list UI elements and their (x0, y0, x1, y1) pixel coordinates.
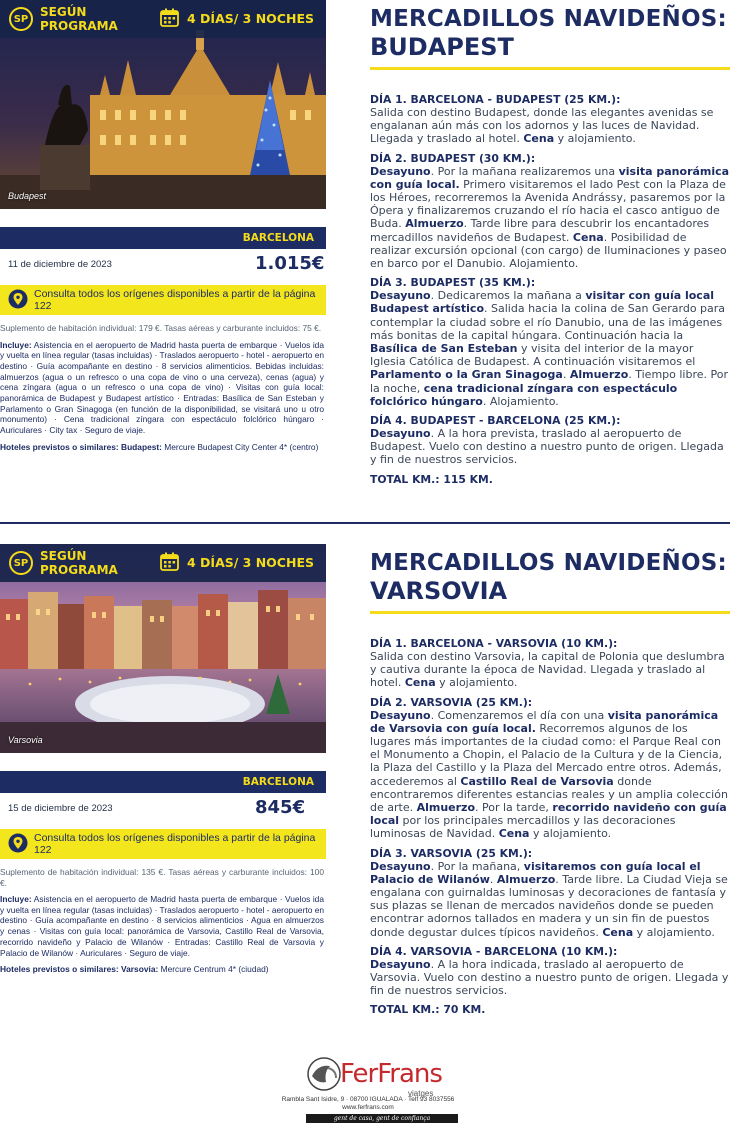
tour-title-line2: VARSOVIA (370, 577, 508, 605)
sp-badge: SP (9, 551, 33, 575)
itinerary-day (370, 152, 730, 271)
highlight-text: Almuerzo (416, 801, 476, 815)
highlight-text: Parlamento o la Gran Sinagoga (370, 368, 563, 382)
price: 1.015€ (255, 253, 325, 274)
day-description (370, 427, 730, 467)
highlight-text: cena tradicional zíngara con espectáculo folclórico húngaro (370, 381, 678, 408)
consult-origins-box (0, 285, 326, 315)
date-price-row (0, 793, 328, 823)
highlight-text: Desayuno (370, 957, 431, 971)
itinerary-day (370, 637, 730, 690)
body-text: . Dedicaremos la mañana a (430, 289, 586, 303)
consult-text: Consulta todos los orígenes disponibles a partir de la página 122 (34, 832, 316, 856)
body-text: . A la hora prevista, traslado al aeropuerto de Budapest. Vuelo con destino a nuestro punto de origen. Llegada y fin de nuestros servicios. (370, 427, 724, 467)
day-description (370, 709, 730, 841)
body-text: y alojamiento. (435, 676, 518, 690)
hotels-label: Hoteles previstos o similares: Varsovia: (0, 964, 159, 975)
day-description (370, 106, 730, 146)
itinerary (370, 637, 730, 997)
highlight-text: Cena (602, 925, 634, 939)
body-text: y alojamiento. (529, 827, 612, 841)
body-text: Recorremos algunos de los lugares más importantes de la ciudad como: el Parque Real con el Monumento a Chopin, el Palacio de la Cultura y de la Ciencia, la Plaza del Castillo y la Plaza del Mercado entre otros. Además, accederemos al (370, 721, 723, 788)
duration: 4 DÍAS/ 3 NOCHES (187, 555, 314, 570)
website-link[interactable]: www.ferfrans.com (342, 1104, 394, 1111)
tour-title-line1: MERCADILLOS NAVIDEÑOS: (370, 6, 727, 32)
day-description (370, 958, 730, 998)
body-text: . Comenzaremos el día con una (430, 708, 608, 722)
hotels-text (0, 442, 328, 453)
body-text: y alojamiento. (554, 132, 636, 146)
tour-photo (0, 544, 326, 753)
departure-origin: BARCELONA (0, 771, 326, 793)
ferfrans-logo: FerFrans (340, 1059, 442, 1089)
total-km: TOTAL KM.: 115 KM. (370, 472, 493, 486)
day-heading: DÍA 2. BUDAPEST (30 KM.): (370, 151, 536, 165)
section-divider (0, 522, 730, 524)
includes-label: Incluye: (0, 339, 32, 350)
body-text: donde encontraremos diferentes estancias reales y un amplia colección de arte. (370, 774, 728, 815)
highlight-text: recorrido navideño con guía local (370, 801, 727, 828)
departure-origin: BARCELONA (0, 227, 326, 249)
total-km: TOTAL KM.: 70 KM. (370, 1003, 486, 1017)
price: 845€ (255, 797, 306, 818)
calendar-icon (160, 8, 179, 27)
day-description (370, 289, 730, 408)
supplement-text: Suplemento de habitación individual: 135 €. Tasas aéreas y carburante incluidos: 100 €. (0, 867, 324, 888)
day-description (370, 650, 730, 690)
location-pin-icon (8, 833, 28, 855)
body-text: Salida con destino Budapest, donde las elegantes avenidas se engalanan aún más con los adornos y las luces de Navidad. Llegada y traslado al hotel. (370, 106, 714, 146)
highlight-text: Cena (498, 827, 530, 841)
logo-subtitle: viatges (408, 1089, 434, 1098)
highlight-text: Cena (404, 676, 436, 690)
highlight-text: Desayuno (370, 164, 431, 178)
ferfrans-logo-icon (306, 1056, 342, 1092)
location-pin-icon (8, 289, 28, 311)
body-text: . Posibilidad de realizar excursión opcional (con cargo) de Iluminaciones y paseo en barco por el Danubio. Alojamiento. (370, 230, 727, 271)
body-text: y visita del interior de la mayor Iglesia Católica de Budapest. A continuación visitaremos el (370, 342, 696, 369)
day-description (370, 165, 730, 271)
includes-list: Asistencia en el aeropuerto de Madrid hasta puerta de embarque · Vuelos ida y vuelta en línea regular (tasas incluidas) · Traslados aeropuerto - hotel - aeropuerto en destino · Guía acompañante en destino · 8 servicios alimenticios. Bebidas incluidas: almuerzos (agua o un refresco o una copa de vino o una cerveza), cenas (agua) y cena zíngara (agua o un refresco o una copa de vino) · Visitas con guía local: panorámica de Budapest y Budapest artístico · Entradas: Basílica de San Esteban y Parlamento o Gran Sinagoga (en función de la disponibilidad, se visitará uno u otro monumento) · Cena tradicional zíngara con espectáculo folclórico húngaro · Auriculares · City tax · Seguro de viaje. (0, 339, 325, 436)
program-type-line2: PROGRAMA (40, 19, 118, 33)
body-text: y alojamiento. (633, 925, 715, 939)
body-text: . Tiempo libre. Por la noche, (370, 368, 729, 395)
day-heading: DÍA 4. VARSOVIA - BARCELONA (10 KM.): (370, 944, 618, 958)
calendar-icon (160, 552, 179, 571)
includes-text (0, 894, 328, 958)
program-header (0, 0, 326, 38)
day-heading: DÍA 1. BARCELONA - VARSOVIA (10 KM.): (370, 637, 618, 650)
duration: 4 DÍAS/ 3 NOCHES (187, 11, 314, 26)
itinerary-column (370, 0, 730, 486)
program-type (40, 549, 118, 577)
tour-varsovia (0, 544, 736, 1054)
itinerary-day (370, 847, 730, 939)
photo-caption: Budapest (8, 191, 47, 201)
date-price-row (0, 249, 328, 279)
highlight-text: Castillo Real de Varsovia (460, 774, 614, 788)
tour-budapest (0, 0, 736, 520)
day-description (370, 860, 730, 939)
tour-info-column (0, 0, 328, 453)
highlight-text: Basílica de San Esteban (370, 342, 518, 356)
highlight-text: visitaremos con guía local el Palacio de Wilanów (370, 859, 701, 886)
includes-label: Incluye: (0, 894, 32, 904)
itinerary-column (370, 544, 730, 1016)
footer (0, 1056, 736, 1128)
departure-date: 15 de diciembre de 2023 (8, 803, 113, 814)
highlight-text: visita panorámica de Varsovia con guía local. (370, 708, 719, 735)
program-type (40, 5, 118, 33)
day-heading: DÍA 2. VARSOVIA (25 KM.): (370, 695, 533, 709)
includes-list: Asistencia en el aeropuerto de Madrid hasta puerta de embarque · Vuelos ida y vuelta en línea regular (tasas incluidas) · Traslados aeropuerto - hotel - aeropuerto en destino · Guía acompañante en destino · 8 servicios alimenticios · Agua en almuerzos y cenas · Visitas con guía local: panorámica de Varsovia, Castillo Real de Varsovia, recorrido navideño y Palacio de Wilanów · Entradas: Castillo Real de Varsovia y Palacio de Wilanów · Auriculares · Seguro de viaje. (0, 894, 325, 958)
consult-origins-box (0, 829, 326, 859)
tour-photo (0, 0, 326, 209)
hotels-value: Mercure Centrum 4* (ciudad) (160, 964, 269, 975)
highlight-text: Cena (572, 230, 604, 244)
highlight-text: Desayuno (370, 859, 431, 873)
body-text: Salida con destino Varsovia, la capital de Polonia que deslumbra y cautiva durante la época de Navidad. Llegada y traslado al hotel. (370, 650, 725, 690)
tour-info-column (0, 544, 328, 975)
body-text: . (489, 872, 497, 886)
program-type-line1: SEGÚN (40, 5, 87, 19)
departure-date: 11 de diciembre de 2023 (8, 259, 112, 270)
body-text: . Por la tarde, (475, 801, 553, 815)
day-heading: DÍA 3. BUDAPEST (35 KM.): (370, 276, 536, 290)
program-type-line1: SEGÚN (40, 549, 87, 563)
hotels-text (0, 964, 328, 975)
highlight-text: Desayuno (370, 427, 431, 441)
consult-text: Consulta todos los orígenes disponibles a partir de la página 122 (34, 288, 316, 312)
day-heading: DÍA 4. BUDAPEST - BARCELONA (25 KM.): (370, 414, 621, 428)
program-type-line2: PROGRAMA (40, 563, 118, 577)
body-text: . Salida hacia la colina de San Gerardo para contemplar la ciudad sobre el río Danubio, una de las imágenes más bonitas de la capital húngara. Continuación hacia la (370, 302, 726, 342)
slogan: gent de casa, gent de confiança (306, 1114, 458, 1123)
itinerary-day (370, 276, 730, 408)
body-text: Primero visitaremos el lado Pest con la Plaza de los Héroes, recorreremos la Avenida Andrássy, pasaremos por la Ópera y finalizaremos cruzando el río hacia el casco antiguo de Buda. (370, 177, 726, 231)
itinerary-day (370, 93, 730, 146)
body-text: . Por la mañana realizaremos una (430, 164, 619, 178)
body-text: . A la hora indicada, traslado al aeropuerto de Varsovia. Vuelo con destino a nuestro punto de origen. Llegada y fin de nuestros servicios. (370, 957, 729, 998)
body-text: . Tarde libre para descubrir los encantadores mercadillos navideños de Budapest. (370, 217, 710, 244)
title-rule (370, 611, 730, 614)
highlight-text: Almuerzo (569, 368, 629, 382)
body-text: . Tarde libre. La Ciudad Vieja se engalana con guirnaldas luminosas y decoraciones de fantasía y sus plazas se llenan de mercados navideños donde se pueden encontrar adornos tallados en madera y un sin fin de puestos donde degustar dulces típicos navideños. (370, 872, 728, 939)
highlight-text: visitar con guía local Budapest artístico (370, 289, 715, 316)
highlight-text: visita panorámica con guía local. (370, 164, 730, 191)
body-text: por los principales mercadillos y las decoraciones luminosas de Navidad. (370, 814, 676, 841)
day-heading: DÍA 3. VARSOVIA (25 KM.): (370, 846, 533, 860)
highlight-text: Cena (523, 132, 555, 146)
hotels-label: Hoteles previstos o similares: Budapest: (0, 441, 162, 452)
highlight-text: Almuerzo (405, 217, 464, 231)
supplement-text: Suplemento de habitación individual: 179 €. Tasas aéreas y carburante incluidos: 75 €. (0, 323, 322, 333)
itinerary-day (370, 414, 730, 467)
itinerary-day (370, 945, 730, 998)
address: Rambla Sant Isidre, 9 · 08700 IGUALADA · Telf 93 8037556 (281, 1096, 455, 1103)
highlight-text: Desayuno (370, 708, 431, 722)
body-text: . Alojamiento. (482, 394, 559, 408)
title-rule (370, 67, 730, 70)
hotels-value: Mercure Budapest City Center 4* (centro) (164, 441, 319, 452)
tour-title-line2: BUDAPEST (370, 33, 514, 61)
sp-badge: SP (9, 7, 33, 31)
day-heading: DÍA 1. BARCELONA - BUDAPEST (25 KM.): (370, 93, 621, 106)
highlight-text: Almuerzo (496, 872, 556, 886)
itinerary (370, 93, 730, 467)
body-text: . (562, 368, 570, 382)
program-header (0, 544, 326, 582)
tour-title-line1: MERCADILLOS NAVIDEÑOS: (370, 550, 727, 576)
includes-text (0, 340, 328, 436)
highlight-text: Desayuno (370, 289, 431, 303)
itinerary-day (370, 696, 730, 841)
body-text: . Por la mañana, (430, 859, 524, 873)
photo-caption: Varsovia (8, 735, 43, 745)
